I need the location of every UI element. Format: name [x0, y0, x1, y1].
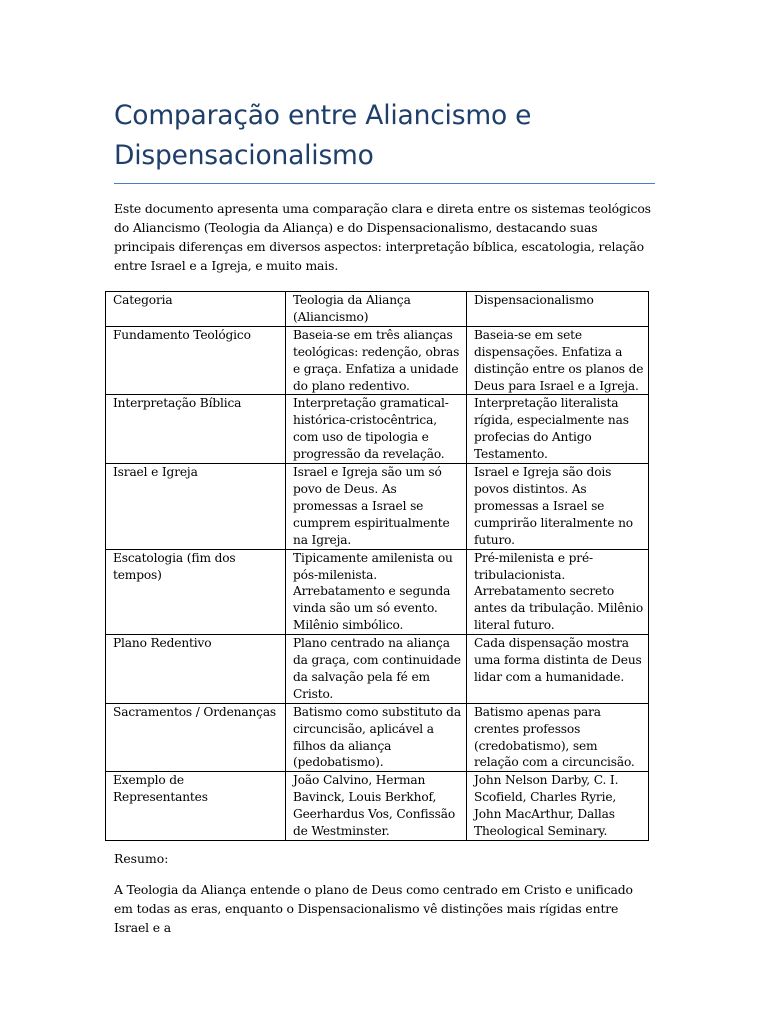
table-row — [106, 635, 649, 704]
row-covenant-cell: Plano centrado na aliança da graça, com continuidade da salvação pela fé em Cristo. — [286, 635, 467, 704]
row-dispensational-cell: Israel e Igreja são dois povos distintos. As promessas a Israel se cumprirão literalmente no futuro. — [467, 464, 649, 550]
header-cell-dispensationalism: Dispensacionalismo — [467, 292, 649, 327]
table-row — [106, 326, 649, 395]
row-covenant-cell: Interpretação gramatical-histórica-cristocêntrica, com uso de tipologia e progressão da revelação. — [286, 395, 467, 464]
row-category-cell: Fundamento Teológico — [106, 326, 286, 395]
summary-heading: Resumo: — [114, 851, 169, 866]
row-category-cell: Interpretação Bíblica — [106, 395, 286, 464]
row-covenant-cell: Baseia-se em três alianças teológicas: redenção, obras e graça. Enfatiza a unidade do plano redentivo. — [286, 326, 467, 395]
row-dispensational-cell: Baseia-se em sete dispensações. Enfatiza a distinção entre os planos de Deus para Israel e a Igreja. — [467, 326, 649, 395]
row-covenant-cell: João Calvino, Herman Bavinck, Louis Berkhof, Geerhardus Vos, Confissão de Westminster. — [286, 772, 467, 841]
comparison-table — [105, 291, 649, 841]
row-covenant-cell: Batismo como substituto da circuncisão, aplicável a filhos da aliança (pedobatismo). — [286, 703, 467, 772]
document-page — [114, 96, 655, 275]
intro-paragraph: Este documento apresenta uma comparação clara e direta entre os sistemas teológicos do Aliancismo (Teologia da Aliança) e do Dispensacionalismo, destacando suas principais diferenças em diversos aspectos: interpretação bíblica, escatologia, relação entre Israel e a Igreja, e muito mais. — [114, 201, 651, 273]
row-covenant-cell: Israel e Igreja são um só povo de Deus. As promessas a Israel se cumprem espiritualmente na Igreja. — [286, 464, 467, 550]
row-dispensational-cell: Interpretação literalista rígida, especialmente nas profecias do Antigo Testamento. — [467, 395, 649, 464]
table-row — [106, 772, 649, 841]
table-row — [106, 464, 649, 550]
row-dispensational-cell: Pré-milenista e pré-tribulacionista. Arrebatamento secreto antes da tribulação. Milênio literal futuro. — [467, 549, 649, 635]
summary-paragraph: A Teologia da Aliança entende o plano de Deus como centrado em Cristo e unificado em todas as eras, enquanto o Dispensacionalismo vê distinções mais rígidas entre Israel e a — [114, 882, 633, 935]
header-cell-category: Categoria — [106, 292, 286, 327]
row-dispensational-cell: John Nelson Darby, C. I. Scofield, Charles Ryrie, John MacArthur, Dallas Theological Seminary. — [467, 772, 649, 841]
row-category-cell: Escatologia (fim dos tempos) — [106, 549, 286, 635]
row-category-cell: Exemplo de Representantes — [106, 772, 286, 841]
table-row — [106, 549, 649, 635]
row-dispensational-cell: Cada dispensação mostra uma forma distinta de Deus lidar com a humanidade. — [467, 635, 649, 704]
header-cell-covenant-theology: Teologia da Aliança (Aliancismo) — [286, 292, 467, 327]
page-title: Comparação entre Aliancismo e Dispensacionalismo — [114, 96, 655, 184]
row-category-cell: Plano Redentivo — [106, 635, 286, 704]
row-category-cell: Sacramentos / Ordenanças — [106, 703, 286, 772]
row-covenant-cell: Tipicamente amilenista ou pós-milenista. Arrebatamento e segunda vinda são um só evento. Milênio simbólico. — [286, 549, 467, 635]
row-dispensational-cell: Batismo apenas para crentes professos (credobatismo), sem relação com a circuncisão. — [467, 703, 649, 772]
row-category-cell: Israel e Igreja — [106, 464, 286, 550]
table-header-row — [106, 292, 649, 327]
table-row — [106, 395, 649, 464]
table-row — [106, 703, 649, 772]
